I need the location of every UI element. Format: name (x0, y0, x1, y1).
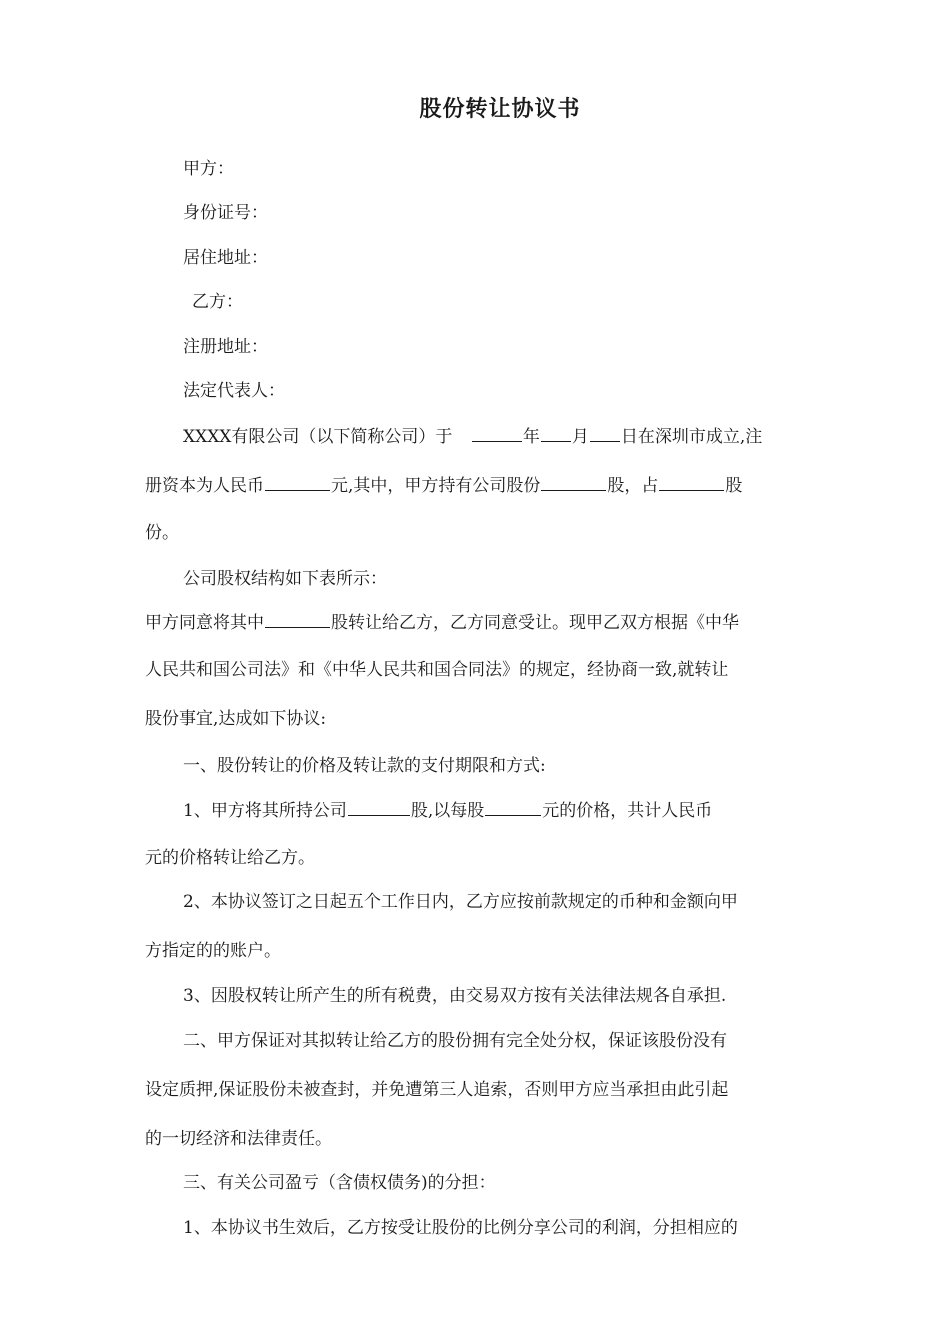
fill-blank (472, 424, 522, 442)
paragraph-text: 股,以每股 (410, 801, 485, 821)
fill-blank (590, 424, 620, 442)
party-b-label: 乙方： (192, 292, 243, 312)
clause-1-1-line2: 元的价格转让给乙方。 (145, 848, 315, 868)
paragraph-text: 月 (571, 427, 589, 447)
paragraph-text: 股 (725, 476, 743, 496)
paragraph-transfer-line2: 人民共和国公司法》和《中华人民共和国合同法》的规定，经协商一致,就转让 (145, 660, 729, 680)
clause-3-1: 1、本协议书生效后，乙方按受让股份的比例分享公司的利润，分担相应的 (183, 1218, 738, 1238)
equity-structure-line: 公司股权结构如下表所示： (183, 569, 387, 589)
fill-blank (265, 473, 330, 491)
id-number-label: 身份证号： (183, 203, 268, 223)
residence-address-label: 居住地址： (183, 248, 268, 268)
paragraph-company-line1 (183, 424, 762, 448)
fill-blank (348, 798, 410, 816)
party-a-label: 甲方： (183, 159, 234, 179)
section-2-line3: 的一切经济和法律责任。 (145, 1129, 332, 1149)
registered-address-label: 注册地址： (183, 337, 268, 357)
paragraph-company-line3: 份。 (145, 523, 179, 543)
section-2-line1: 二、甲方保证对其拟转让给乙方的股份拥有完全处分权，保证该股份没有 (183, 1031, 727, 1051)
fill-blank (541, 473, 606, 491)
paragraph-text: 股转让给乙方，乙方同意受让。现甲乙双方根据《中华 (331, 613, 739, 633)
section-2-line2: 设定质押,保证股份未被查封，并免遭第三人追索，否则甲方应当承担由此引起 (145, 1080, 729, 1100)
paragraph-text: 甲方同意将其中 (145, 613, 264, 633)
paragraph-text: 年 (522, 427, 540, 447)
section-3-heading: 三、有关公司盈亏（含债权债务)的分担： (183, 1173, 496, 1193)
document-title: 股份转让协议书 (419, 96, 581, 122)
paragraph-transfer-line1 (145, 610, 739, 634)
fill-blank (541, 424, 571, 442)
paragraph-text: XXXX有限公司（以下简称公司）于 (183, 427, 453, 447)
clause-1-2-line2: 方指定的的账户。 (145, 941, 281, 961)
clause-1-3: 3、因股权转让所产生的所有税费，由交易双方按有关法律法规各自承担. (183, 986, 727, 1006)
clause-1-1-line1 (183, 798, 712, 822)
section-1-heading: 一、股份转让的价格及转让款的支付期限和方式: (183, 756, 546, 776)
paragraph-text: 册资本为人民币 (145, 476, 264, 496)
paragraph-transfer-line3: 股份事宜,达成如下协议: (145, 709, 327, 729)
paragraph-company-line2 (145, 473, 742, 497)
legal-representative-label: 法定代表人： (183, 381, 285, 401)
paragraph-text: 股，占 (607, 476, 659, 496)
clause-1-2-line1: 2、本协议签订之日起五个工作日内，乙方应按前款规定的币种和金额向甲 (183, 892, 738, 912)
fill-blank (485, 798, 541, 816)
paragraph-text: 日在深圳市成立,注 (620, 427, 763, 447)
paragraph-text: 1、甲方将其所持公司 (183, 801, 347, 821)
fill-blank (265, 610, 330, 628)
paragraph-text: 元的价格，共计人民币 (542, 801, 713, 821)
paragraph-text: 元,其中，甲方持有公司股份 (331, 476, 541, 496)
fill-blank (659, 473, 724, 491)
